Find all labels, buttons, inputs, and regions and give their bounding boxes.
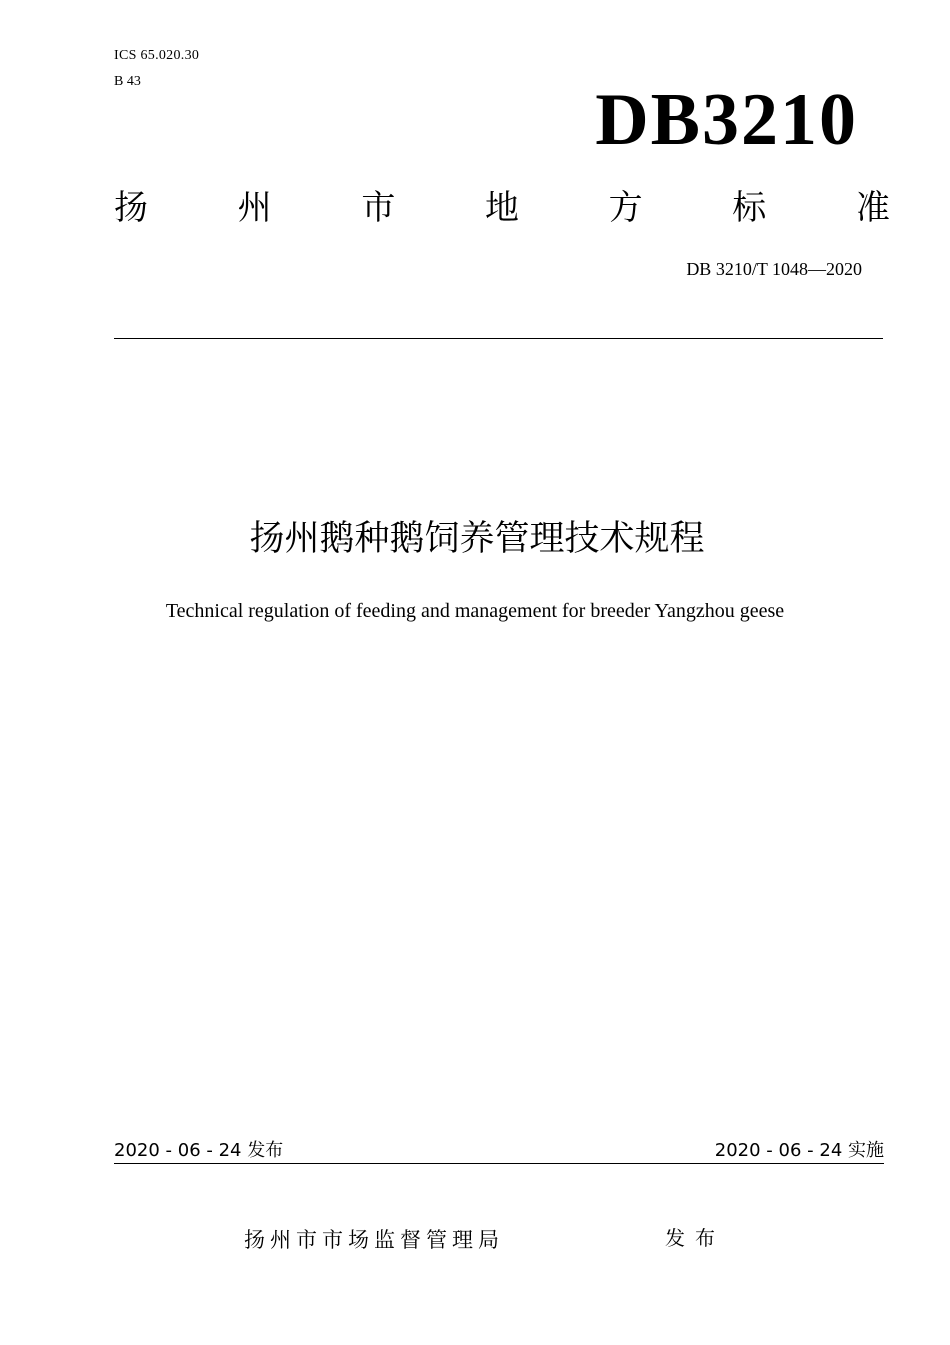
issuing-authority: 扬州市市场监督管理局 (244, 1228, 504, 1252)
standard-type-char: 标 (732, 188, 767, 228)
ccs-code: B 43 (114, 74, 141, 89)
standard-type-char: 州 (237, 188, 272, 228)
standard-type-char: 准 (855, 188, 890, 228)
standard-type-char: 方 (608, 188, 643, 228)
ics-code: ICS 65.020.30 (114, 48, 200, 63)
document-title-chinese: 扬州鹅种鹅饲养管理技术规程 (249, 519, 705, 559)
footer-divider (114, 1163, 884, 1164)
implementation-date: 2020 - 06 - 24 实施 (714, 1140, 884, 1161)
issue-label: 发布 (665, 1226, 725, 1250)
standard-type (114, 186, 890, 230)
standard-type-char: 地 (484, 188, 519, 228)
issue-date: 2020 - 06 - 24 发布 (114, 1140, 284, 1161)
header-divider (114, 338, 883, 339)
standard-type-char: 扬 (114, 188, 148, 228)
standard-code-large: DB3210 (595, 79, 858, 161)
standard-type-char: 市 (361, 188, 396, 228)
standard-number: DB 3210/T 1048—2020 (686, 259, 862, 279)
document-title-english: Technical regulation of feeding and management for breeder Yangzhou geese (165, 600, 785, 622)
